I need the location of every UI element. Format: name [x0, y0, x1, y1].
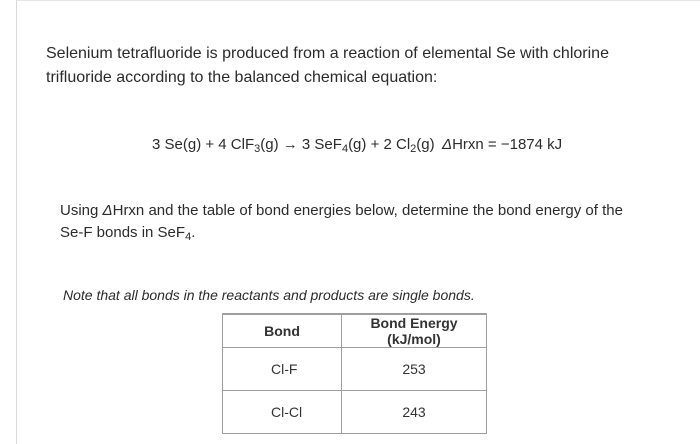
table-header-row	[223, 314, 487, 348]
energy-cell: 253	[342, 348, 487, 391]
question-main: Hrxn and the table of bond energies below, determine the bond energy of the Se-F bonds in SeF	[60, 202, 623, 241]
equation-part-4: (g)	[416, 136, 435, 153]
table-row	[223, 391, 487, 434]
chemical-equation	[152, 134, 435, 156]
note-text: Note that all bonds in the reactants and products are single bonds.	[63, 287, 475, 303]
bond-energy-table	[222, 313, 487, 434]
bond-cell: Cl-Cl	[223, 391, 342, 434]
bond-cell: Cl-F	[223, 348, 342, 391]
table-row	[223, 348, 487, 391]
question-delta-symbol: Δ	[102, 202, 113, 219]
delta-symbol: Δ	[442, 136, 453, 153]
equation-part-2: (g) → 3 SeF	[260, 136, 342, 153]
question-prefix: Using	[60, 202, 103, 219]
equation-part-1: 3 Se(g) + 4 ClF	[152, 136, 255, 153]
question-text	[60, 200, 650, 244]
energy-cell: 243	[342, 391, 487, 434]
intro-text: Selenium tetrafluoride is produced from a reaction of elemental Se with chlorine trifluoride according to the balanced chemical equation:	[46, 45, 609, 86]
equation-sub-3: 3	[254, 143, 261, 155]
header-bond: Bond	[223, 314, 342, 348]
question-suffix: .	[191, 224, 196, 241]
equation-sub-4: 4	[341, 143, 349, 155]
chemical-equation-row	[152, 134, 612, 156]
equation-part-3: (g) + 2 Cl	[348, 136, 411, 153]
enthalpy-value: Hrxn = −1874 kJ	[452, 136, 563, 153]
equation-sub-2: 2	[410, 143, 417, 155]
header-bond-energy: Bond Energy (kJ/mol)	[342, 314, 487, 348]
reaction-enthalpy	[442, 134, 562, 156]
question-sub-4: 4	[185, 231, 192, 243]
